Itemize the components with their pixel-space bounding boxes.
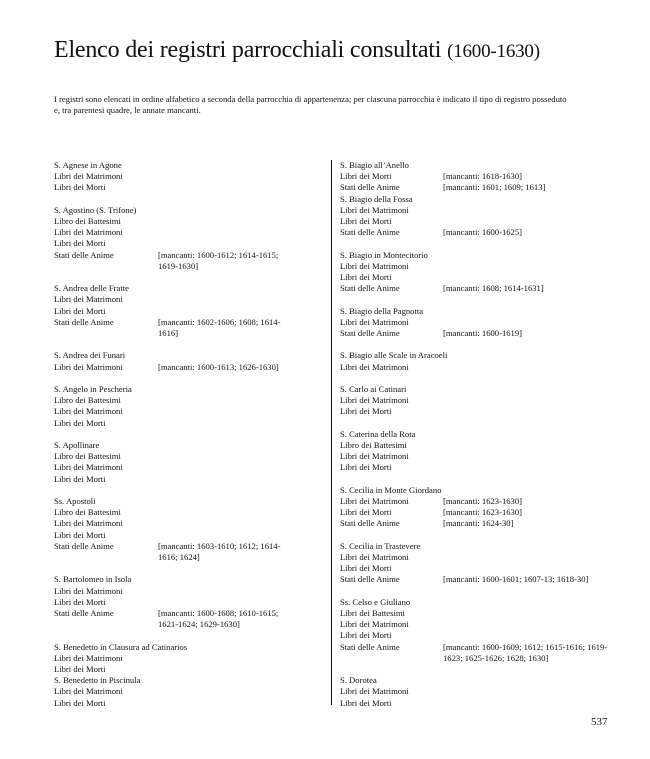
missing-years: [mancanti: 1600-1625] (443, 227, 522, 238)
parish-entry (54, 642, 326, 676)
register-type: Libro dei Battesimi (54, 507, 121, 518)
register-type: Libri dei Morti (340, 630, 392, 641)
left-column (54, 160, 326, 720)
register-row (54, 474, 326, 485)
register-row (340, 261, 610, 272)
parish-name: S. Andrea dei Funari (54, 350, 126, 361)
register-type: Libri dei Morti (340, 462, 392, 473)
register-type: Libri dei Morti (340, 406, 392, 417)
register-type: Libri dei Matrimoni (54, 227, 123, 238)
missing-years: [mancanti: 1600-1608; 1610-1615; 1621-1624; 1629-1630] (158, 608, 279, 630)
register-type: Libri dei Matrimoni (54, 294, 123, 305)
parish-entry (340, 541, 610, 586)
missing-years: [mancanti: 1602-1606; 1608; 1614-1616] (158, 316, 281, 339)
parish-entry (340, 194, 610, 239)
register-row (340, 182, 610, 193)
register-row (340, 406, 610, 417)
register-row (54, 608, 326, 630)
parish-entry (54, 283, 326, 339)
register-type: Libri dei Matrimoni (340, 361, 409, 372)
register-type: Libro dei Battesimi (54, 451, 121, 462)
register-row (340, 574, 610, 585)
title-main: Elenco dei registri parrocchiali consultati (54, 37, 442, 63)
register-type: Stati delle Anime (340, 283, 400, 294)
parish-entry (54, 440, 326, 485)
register-row (54, 597, 326, 608)
register-row (54, 171, 326, 182)
parish-entry (54, 384, 326, 429)
parish-entry (340, 384, 610, 418)
missing-years: [mancanti: 1600-1619] (443, 328, 522, 339)
register-row (54, 451, 326, 462)
register-type: Libri dei Matrimoni (54, 518, 123, 529)
register-row (54, 238, 326, 249)
register-type: Libri dei Morti (54, 305, 106, 316)
register-row (340, 216, 610, 227)
parish-name: S. Cecilia in Trastevere (340, 540, 421, 551)
register-type: Libri dei Morti (54, 697, 106, 708)
register-row (54, 227, 326, 238)
register-row (340, 642, 610, 664)
register-row (340, 395, 610, 406)
register-type: Libri dei Matrimoni (54, 361, 123, 372)
register-row (54, 462, 326, 473)
register-type: Libri dei Matrimoni (340, 619, 409, 630)
register-row (340, 608, 610, 619)
parish-name: S. Angelo in Pescheria (54, 384, 132, 394)
register-row (340, 440, 610, 451)
register-type: Stati delle Anime (54, 249, 114, 260)
missing-years: [mancanti: 1608; 1614-1631] (443, 283, 544, 294)
register-row (54, 541, 326, 563)
register-row (340, 317, 610, 328)
right-column (340, 160, 610, 720)
register-type: Libro dei Battesimi (54, 216, 121, 226)
missing-years: [mancanti: 1603-1610; 1612; 1614-1616; 1624] (158, 540, 281, 563)
parish-name: S. Agnese in Agone (54, 160, 122, 170)
register-type: Libri dei Morti (340, 272, 392, 283)
parish-entry (54, 675, 326, 709)
parish-entry (340, 485, 610, 530)
parish-entry (340, 675, 610, 709)
register-type: Libri dei Matrimoni (54, 171, 123, 182)
register-row (54, 653, 326, 664)
register-type: Libri dei Morti (340, 171, 392, 182)
register-type: Stati delle Anime (340, 641, 400, 652)
register-type: Libri dei Morti (54, 182, 106, 193)
parish-name: S. Apollinare (54, 440, 100, 450)
parish-entry (340, 160, 610, 194)
register-row (340, 518, 610, 529)
parish-entry (54, 160, 326, 194)
register-row (54, 362, 326, 373)
register-row (54, 518, 326, 529)
parish-name: S. Biagio in Montecitorio (340, 249, 428, 260)
parish-name: S. Cecilia in Monte Giordano (340, 484, 442, 495)
missing-years: [mancanti: 1600-1613; 1626-1630] (158, 361, 279, 372)
register-row (54, 418, 326, 429)
register-row (54, 686, 326, 697)
parish-name: S. Andrea delle Fratte (54, 283, 129, 294)
parish-name: Ss. Apostoli (54, 496, 96, 506)
parish-name: S. Dorotea (340, 675, 377, 686)
register-row (340, 362, 610, 373)
register-row (54, 395, 326, 406)
register-type: Libri dei Morti (54, 529, 106, 540)
parish-entry (340, 306, 610, 340)
register-row (54, 698, 326, 709)
register-row (340, 227, 610, 238)
parish-name: S. Agostino (S. Trifone) (54, 204, 137, 215)
register-type: Libri dei Morti (54, 417, 106, 428)
register-type: Libri dei Matrimoni (340, 552, 409, 562)
parish-name: S. Caterina della Rota (340, 428, 416, 439)
parish-entry (340, 350, 610, 372)
register-type: Libri dei Matrimoni (340, 260, 409, 271)
register-row (54, 317, 326, 339)
register-type: Libri dei Morti (340, 507, 392, 518)
parish-entry (54, 496, 326, 563)
missing-years: [mancanti: 1624-30] (443, 518, 514, 529)
missing-years: [mancanti: 1600-1612; 1614-1615; 1619-1630] (158, 249, 279, 271)
register-row (54, 664, 326, 675)
register-row (340, 272, 610, 283)
parish-name: S. Benedetto in Clausura ad Catinarios (54, 641, 188, 652)
parish-name: S. Biagio della Fossa (340, 193, 413, 204)
register-type: Stati delle Anime (54, 316, 114, 327)
page-number: 537 (591, 716, 608, 728)
register-row (54, 250, 326, 272)
parish-name: S. Bartolomeo in Isola (54, 574, 132, 585)
register-type: Libri dei Matrimoni (54, 652, 123, 663)
register-type: Libri dei Matrimoni (340, 204, 409, 215)
register-row (340, 205, 610, 216)
parish-name: S. Biagio della Pagnotta (340, 305, 424, 316)
register-row (340, 496, 610, 507)
register-type: Libri dei Matrimoni (340, 686, 409, 697)
register-row (340, 451, 610, 462)
register-type: Libri dei Matrimoni (340, 496, 409, 506)
parish-name: S. Carlo ai Catinari (340, 384, 407, 394)
register-row (340, 552, 610, 563)
register-type: Libri dei Morti (340, 563, 392, 574)
missing-years: [mancanti: 1600-1609; 1612; 1615-1616; 1619-1623; 1625-1626; 1628; 1630] (443, 641, 608, 663)
register-row (340, 686, 610, 697)
register-type: Libri dei Matrimoni (340, 316, 409, 327)
register-type: Libri dei Matrimoni (54, 686, 123, 697)
register-type: Stati delle Anime (340, 182, 400, 193)
register-type: Libri dei Matrimoni (54, 406, 123, 417)
intro-paragraph: I registri sono elencati in ordine alfabetico a seconda della parrocchia di appartenenza; per ciascuna parrocchia è indicato il tipo di registro posseduto e, tra parentesi quadre, le annate mancanti. (54, 94, 567, 116)
register-row (54, 406, 326, 417)
register-row (340, 328, 610, 339)
register-row (54, 294, 326, 305)
register-type: Libri dei Morti (54, 473, 106, 484)
register-row (54, 530, 326, 541)
register-row (340, 630, 610, 641)
parish-name: Ss. Celso e Giuliano (340, 596, 411, 607)
missing-years: [mancanti: 1601; 1609; 1613] (443, 182, 546, 193)
register-row (340, 283, 610, 294)
register-type: Stati delle Anime (340, 328, 400, 339)
register-type: Libri dei Battesimi (340, 608, 405, 618)
register-type: Libri dei Morti (54, 596, 106, 607)
register-row (54, 306, 326, 317)
register-row (340, 619, 610, 630)
parish-entry (54, 574, 326, 630)
register-type: Stati delle Anime (54, 608, 114, 619)
register-type: Stati delle Anime (340, 574, 400, 585)
register-type: Libri dei Morti (340, 697, 392, 708)
register-type: Libri dei Matrimoni (340, 395, 409, 406)
parish-entry (340, 250, 610, 295)
register-type: Libri dei Morti (54, 664, 106, 675)
parish-entry (54, 205, 326, 272)
missing-years: [mancanti: 1623-1630] (443, 507, 522, 518)
register-type: Libri dei Matrimoni (54, 585, 123, 596)
parish-entry (54, 350, 326, 372)
register-row (54, 507, 326, 518)
register-row (340, 507, 610, 518)
register-row (54, 586, 326, 597)
register-type: Libri dei Matrimoni (340, 451, 409, 462)
register-row (54, 182, 326, 193)
register-type: Stati delle Anime (340, 227, 400, 238)
register-row (340, 462, 610, 473)
missing-years: [mancanti: 1623-1630] (443, 496, 522, 506)
parish-entry (340, 597, 610, 664)
page-title (54, 36, 540, 66)
missing-years: [mancanti: 1618-1630] (443, 171, 522, 182)
register-row (340, 698, 610, 709)
parish-name: S. Benedetto in Piscinula (54, 675, 141, 686)
register-type: Libri dei Morti (54, 238, 106, 249)
register-type: Stati delle Anime (54, 540, 114, 551)
register-type: Libro dei Battesimi (54, 395, 121, 406)
register-row (340, 171, 610, 182)
register-type: Libro dei Battesimi (340, 440, 407, 450)
column-divider (331, 160, 332, 705)
missing-years: [mancanti: 1600-1601; 1607-13; 1618-30] (443, 574, 589, 585)
register-type: Libri dei Matrimoni (54, 462, 123, 473)
register-type: Stati delle Anime (340, 518, 400, 529)
register-type: Libri dei Morti (340, 216, 392, 227)
title-years: (1600-1630) (447, 41, 540, 62)
parish-name: S. Biagio all’Anello (340, 160, 409, 170)
parish-entry (340, 429, 610, 474)
register-row (340, 563, 610, 574)
register-row (54, 216, 326, 227)
parish-name: S. Biagio alle Scale in Aracoeli (340, 350, 448, 361)
